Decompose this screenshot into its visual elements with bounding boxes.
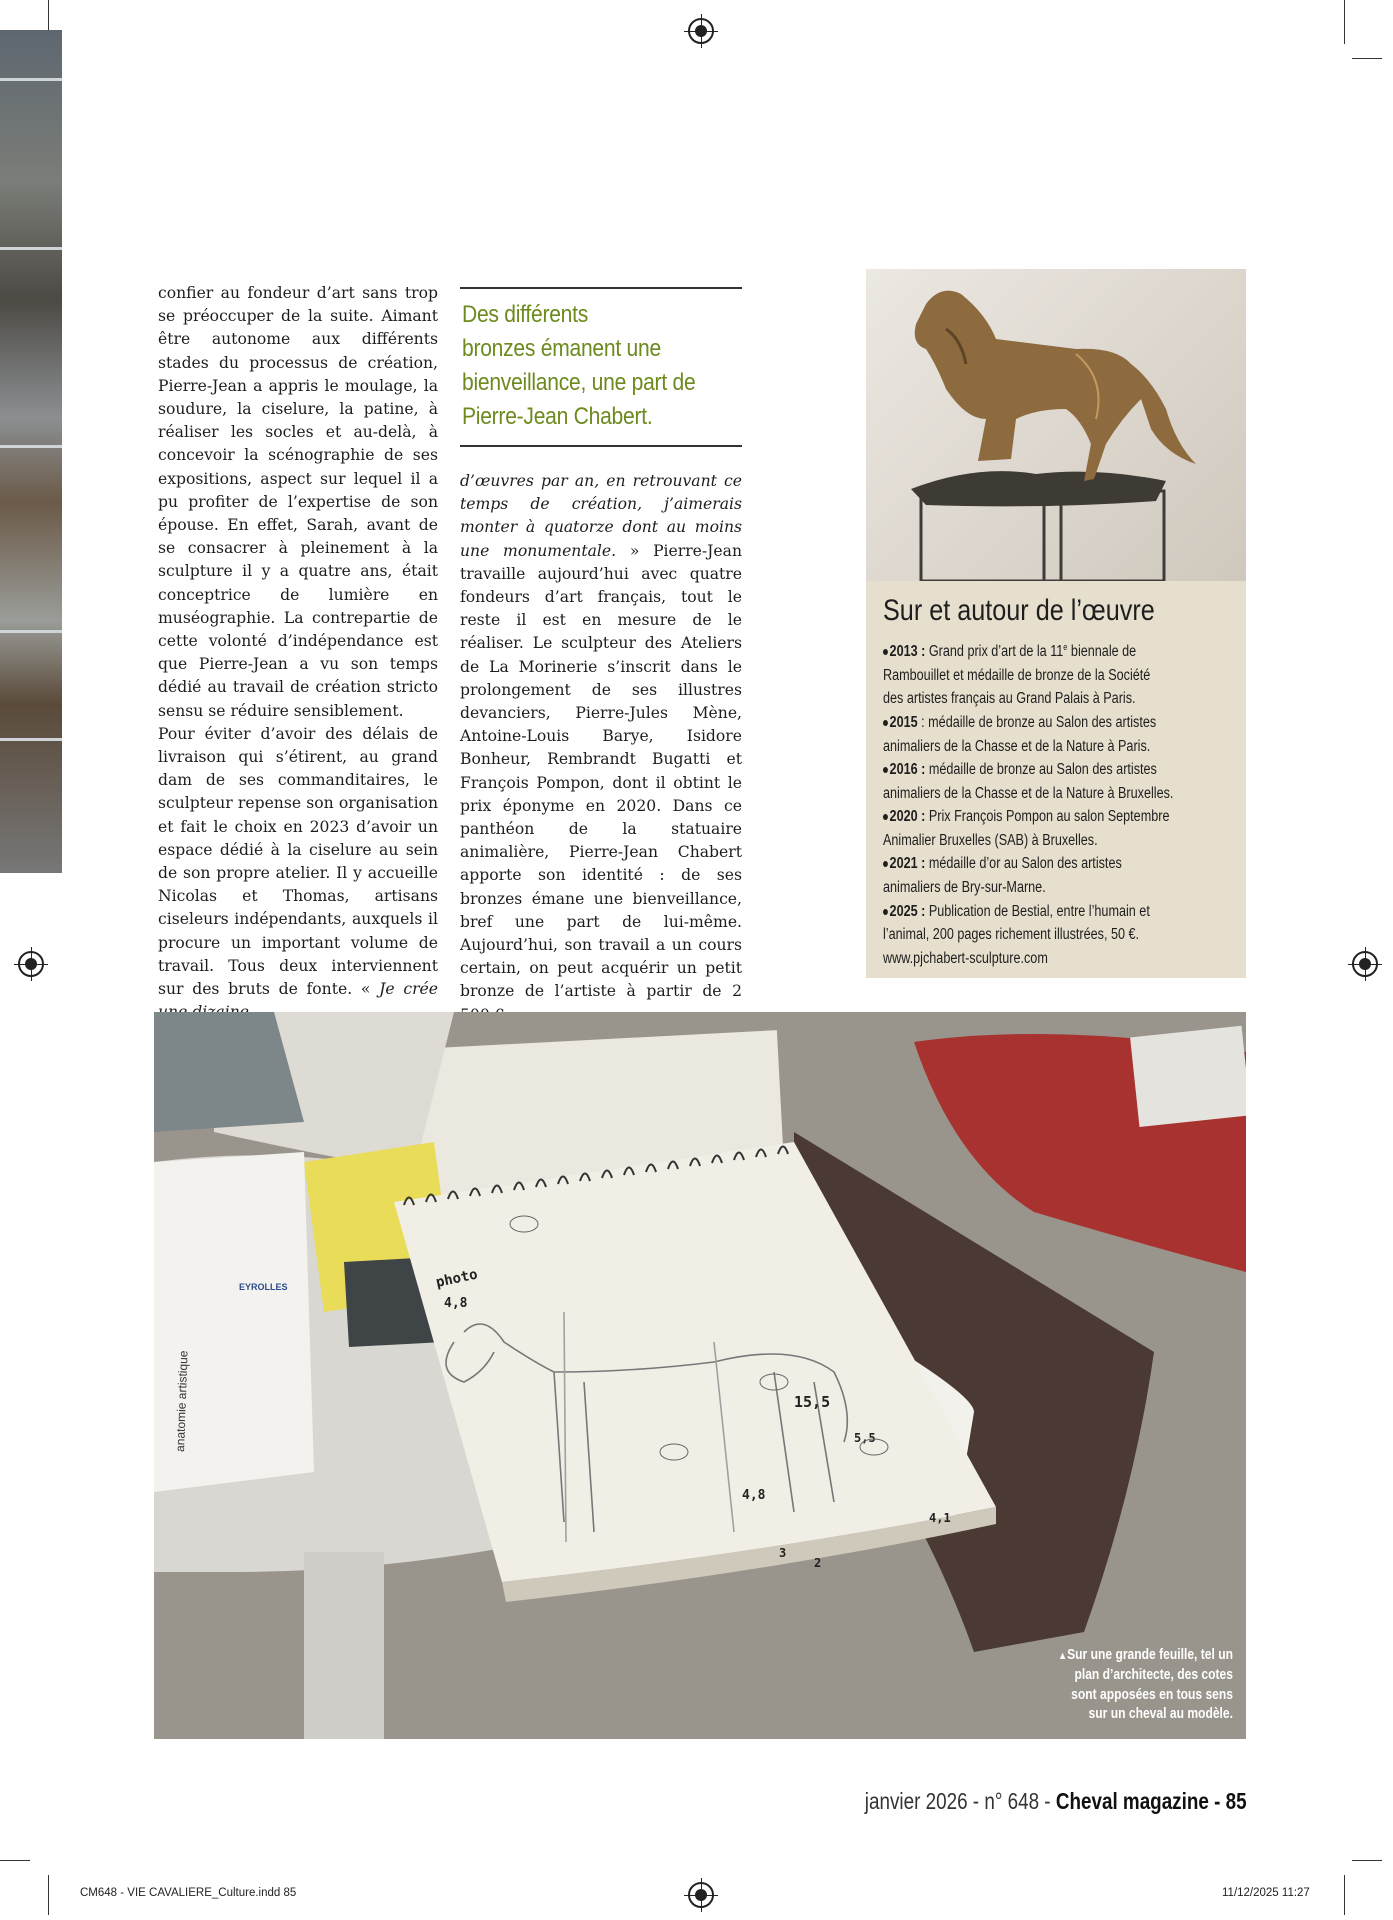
crop-mark [0, 1860, 30, 1861]
crop-mark [1352, 58, 1382, 59]
article-column-2 [460, 470, 742, 1027]
svg-text:4,8: 4,8 [742, 1488, 766, 1503]
list-item: 2025 : Publication de Bestial, entre l’humain et [883, 900, 1227, 924]
registration-mark-icon [1352, 951, 1378, 977]
bullet-icon [883, 861, 888, 867]
list-item: 2021 : médaille d’or au Salon des artistes [883, 852, 1227, 876]
article-paragraph: Pour éviter d’avoir des délais de livraison qui s’étirent, au grand dam de ses commanditaires, le sculpteur repense son organisation et fait le choix en 2023 d’avoir un espace dédié à la ciselure au sein de son propre atelier. Il y accueille Nicolas et Thomas, artisans ciseleurs indépendants, auxquels il procure un important volume de travail. Tous deux interviennent sur des bruts de fonte. « Je crée [158, 723, 438, 1025]
svg-text:4,1: 4,1 [929, 1511, 951, 1525]
sidebar-website: www.pjchabert-sculpture.com [883, 949, 1048, 967]
article-paragraph: d’œuvres par an, en retrouvant ce temps de création, j’aimerais monter à quatorze dont au moins une monumentale. » Pierre-Jean travaille aujourd’hui avec quatre fondeurs d’art français, tout le reste il est en mesure de le réaliser. Le sculpteur des Ateliers de La Morinerie s’inscrit dans le prolongement de ses illustres devanciers, Pierre-Jules Mène, Antoine-Louis Barye, Isidore Bonheur, Rembrandt Bugatti et François Pompon, dont il obtint le prix éponyme en 2020. Dans ce panthéon de la statuaire animalière, Pierre-Jean Chabert apporte son identité : de ses bronzes émane une bienveillance, bref une part de lui-même. Aujourd’hui, son travail a un cours certain, on peut acquérir un petit bronze de l’artiste à partir de 2 [460, 470, 742, 1027]
book-title: anatomie artistique [173, 1350, 191, 1453]
slug-timestamp: 11/12/2025 11:27 [1222, 1887, 1310, 1899]
bullet-icon [883, 767, 888, 773]
crop-mark [1344, 1875, 1345, 1915]
italic-quote-start: Je crée [379, 980, 438, 999]
crop-mark [1344, 0, 1345, 44]
horse-sculpture-photo [866, 269, 1246, 581]
bullet-icon [883, 649, 888, 655]
workshop-photo-strip [0, 30, 62, 873]
sketchbook-photo [154, 1012, 1246, 1739]
sidebar-awards-list: 2013 : Grand prix d’art de la 11e biennale de Rambouillet et médaille de bronze de la Société des artistes français au Grand Palais à Paris. 2015 : médaille de bronze au Salon des artistes animaliers de la Chasse et de la Nature à Paris. 2016 : médaille de bronze au Salon des artistes animaliers de la Chasse et de la Nature à Bruxelles. 2020 : Prix François Pompon au salon Septembre Animalier Bruxelles (SAB) à Bruxelles. 2021 : médaille d’or au Salon des artistes animaliers de Bry-sur-Marne. 2025 : Publication de Bestial, entre l’humain et l’animal, 200 pages richement illustrées, 50 €. www.pjchabert-sculpture.com [883, 636, 1227, 970]
sidebar-title: Sur et autour de l’œuvre [883, 594, 1155, 627]
bullet-icon [883, 814, 888, 820]
svg-text:photo: photo [434, 1266, 480, 1291]
list-item: 2020 : Prix François Pompon au salon Septembre [883, 805, 1227, 829]
list-item: 2015 : médaille de bronze au Salon des artistes [883, 711, 1227, 735]
page-folio [865, 1788, 1247, 1815]
article-paragraph: confier au fondeur d’art sans trop se préoccuper de la suite. Aimant être autonome aux différents stades du processus de création, Pierre-Jean a appris le moulage, la soudure, la ciselure, la patine, à réaliser les socles et au-delà, à concevoir la scénographie de ses expositions, aspect sur lequel il a pu profiter de l’expertise de son épouse. En effet, Sarah, avant de se consacrer à pleinement à la sculpture il y a quatre ans, était conceptrice de lumière en muséographie. La contrepartie de cette volonté d’indépendance est que Pierre-Jean a vu son temps dédié au travail de création stricto sensu se réduire sensiblement. [158, 284, 438, 720]
svg-text:5,5: 5,5 [854, 1431, 876, 1445]
photo-caption: ▲Sur une grande feuille, tel un plan d’architecte, des cotes sont apposées en tous sens sur un cheval au modèle. [1057, 1647, 1233, 1723]
folio-magazine: Cheval magazine - 85 [1056, 1788, 1247, 1814]
pull-quote-rule-bottom [460, 445, 742, 447]
crop-mark [1352, 1860, 1382, 1861]
bullet-icon [883, 720, 888, 726]
crop-mark [48, 1875, 49, 1915]
svg-text:15,5: 15,5 [794, 1393, 831, 1411]
svg-text:3: 3 [779, 1546, 787, 1560]
pull-quote-rule-top [460, 287, 742, 289]
registration-mark-icon [18, 951, 44, 977]
caption-arrow-icon: ▲ [1057, 1650, 1068, 1662]
list-item: 2016 : médaille de bronze au Salon des artistes [883, 758, 1227, 782]
pull-quote: Des différents bronzes émanent une bienveillance, une part de Pierre-Jean Chabert. [462, 301, 696, 430]
folio-issue: janvier 2026 - n° 648 - [865, 1788, 1057, 1814]
article-column-1 [158, 282, 438, 1025]
crop-mark [48, 0, 49, 30]
slug-filename: CM648 - VIE CAVALIERE_Culture.indd 85 [80, 1887, 297, 1899]
bullet-icon [883, 909, 888, 915]
registration-mark-icon [688, 18, 714, 44]
book-publisher: EYROLLES [239, 1282, 288, 1292]
svg-text:2: 2 [814, 1556, 822, 1570]
svg-text:4,8: 4,8 [444, 1296, 468, 1311]
registration-mark-icon [688, 1882, 714, 1908]
list-item: 2013 : Grand prix d’art de la 11e biennale de [883, 636, 1227, 664]
